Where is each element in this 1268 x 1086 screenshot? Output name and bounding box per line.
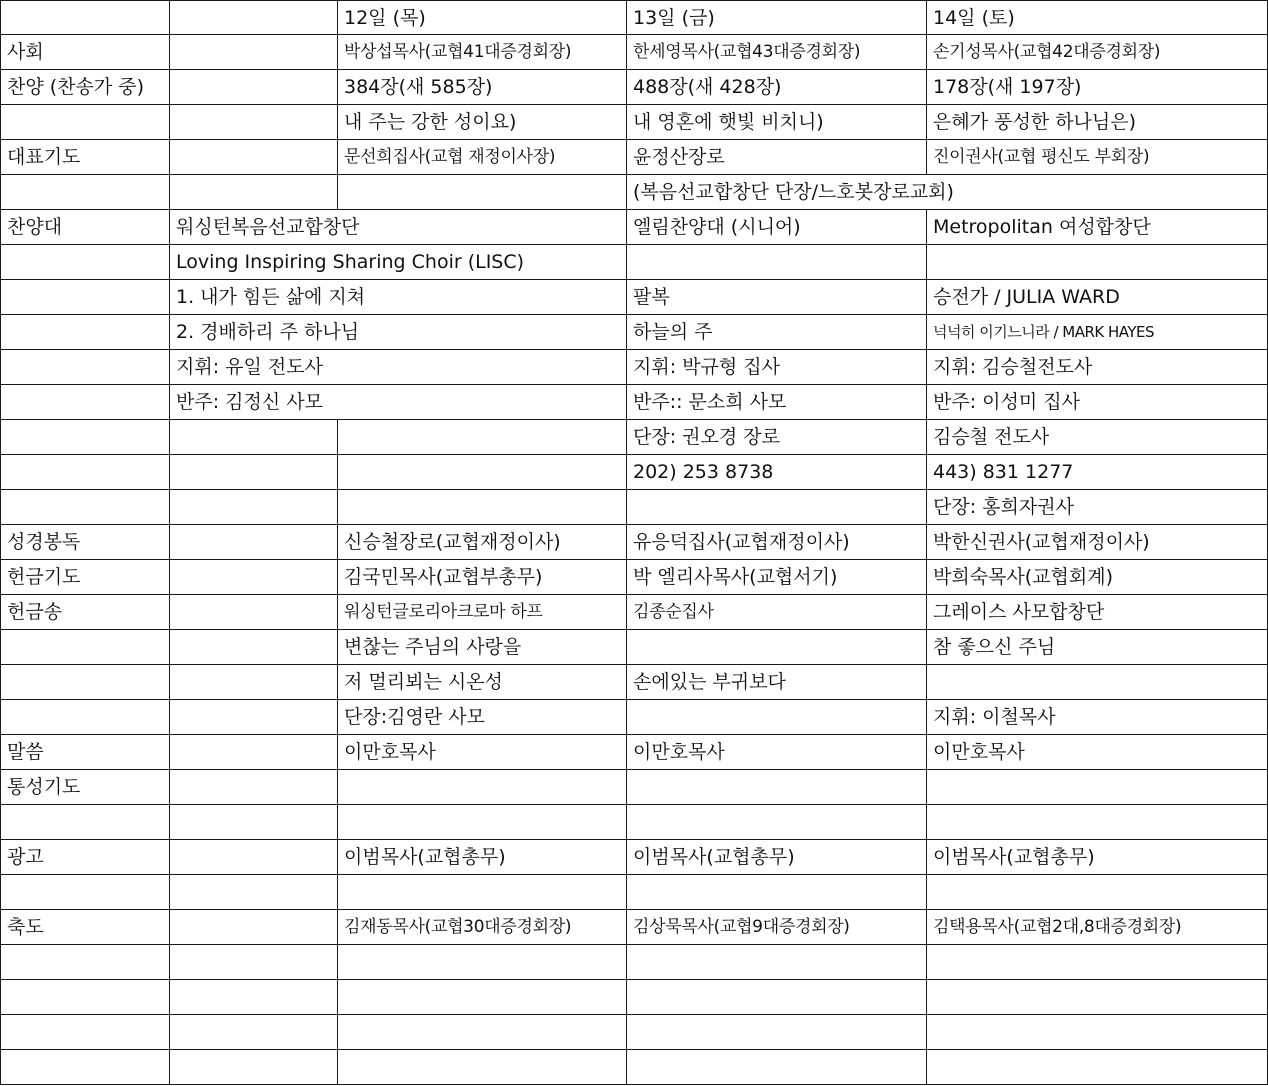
cell-day-12 — [338, 455, 627, 490]
cell-day-13: 202) 253 8738 — [627, 455, 927, 490]
cell-day-13: (복음선교합창단 단장/느호봇장로교회) — [627, 175, 927, 210]
cell-day-13: 손에있는 부귀보다 — [627, 665, 927, 700]
cell-day-13 — [627, 980, 927, 1015]
cell-day-12 — [338, 210, 627, 245]
cell-section-label: 찬양대 — [0, 210, 170, 245]
cell-choir-info — [170, 420, 338, 455]
cell-choir-info — [170, 700, 338, 735]
cell-day-12 — [338, 385, 627, 420]
cell-section-label — [0, 700, 170, 735]
cell-day-13 — [627, 1015, 927, 1050]
cell-section-label — [0, 1015, 170, 1050]
cell-day-12 — [338, 875, 627, 910]
cell-day-12 — [338, 315, 627, 350]
cell-day-12 — [338, 770, 627, 805]
cell-day-14: 김승철 전도사 — [927, 420, 1268, 455]
cell-choir-info: 반주: 김정신 사모 — [170, 385, 338, 420]
cell-choir-info — [170, 595, 338, 630]
cell-day-13 — [627, 875, 927, 910]
cell-day-13: 내 영혼에 햇빛 비치니) — [627, 105, 927, 140]
cell-choir-info — [170, 140, 338, 175]
header-cell-day-14: 14일 (토) — [927, 0, 1268, 35]
cell-section-label: 찬양 (찬송가 중) — [0, 70, 170, 105]
cell-choir-info — [170, 525, 338, 560]
cell-section-label — [0, 455, 170, 490]
cell-choir-info — [170, 1050, 338, 1085]
cell-day-14 — [927, 875, 1268, 910]
cell-section-label — [0, 665, 170, 700]
cell-choir-info — [170, 70, 338, 105]
cell-day-13: 488장(새 428장) — [627, 70, 927, 105]
cell-section-label — [0, 175, 170, 210]
cell-choir-info — [170, 910, 338, 945]
cell-day-13: 팔복 — [627, 280, 927, 315]
header-cell-choir-info — [170, 0, 338, 35]
cell-day-12: 저 멀리뵈는 시온성 — [338, 665, 627, 700]
cell-section-label — [0, 315, 170, 350]
cell-day-14 — [927, 1050, 1268, 1085]
header-cell-day-12: 12일 (목) — [338, 0, 627, 35]
cell-day-13: 유응덕집사(교협재정이사) — [627, 525, 927, 560]
cell-day-13: 하늘의 주 — [627, 315, 927, 350]
cell-day-13: 지휘: 박규형 집사 — [627, 350, 927, 385]
cell-day-13 — [627, 630, 927, 665]
cell-choir-info — [170, 455, 338, 490]
header-cell-section-label — [0, 0, 170, 35]
cell-day-13 — [627, 805, 927, 840]
cell-day-13: 박 엘리사목사(교협서기) — [627, 560, 927, 595]
cell-choir-info — [170, 840, 338, 875]
cell-day-13: 반주:: 문소희 사모 — [627, 385, 927, 420]
cell-day-12: 변찮는 주님의 사랑을 — [338, 630, 627, 665]
cell-section-label — [0, 630, 170, 665]
cell-day-12: 김재동목사(교협30대증경회장) — [338, 910, 627, 945]
cell-day-14 — [927, 665, 1268, 700]
cell-day-13: 이범목사(교협총무) — [627, 840, 927, 875]
cell-choir-info: 1. 내가 힘든 삶에 지쳐 — [170, 280, 338, 315]
cell-section-label: 축도 — [0, 910, 170, 945]
cell-section-label — [0, 280, 170, 315]
cell-day-14: 김택용목사(교협2대,8대증경회장) — [927, 910, 1268, 945]
cell-day-12: 박상섭목사(교협41대증경회장) — [338, 35, 627, 70]
cell-day-12: 이범목사(교협총무) — [338, 840, 627, 875]
cell-choir-info — [170, 805, 338, 840]
cell-day-14: 손기성목사(교협42대증경회장) — [927, 35, 1268, 70]
cell-day-14: 443) 831 1277 — [927, 455, 1268, 490]
cell-day-14: 이범목사(교협총무) — [927, 840, 1268, 875]
cell-section-label: 말씀 — [0, 735, 170, 770]
cell-choir-info — [170, 560, 338, 595]
cell-choir-info — [170, 665, 338, 700]
cell-day-14: 178장(새 197장) — [927, 70, 1268, 105]
cell-day-13: 엘림찬양대 (시니어) — [627, 210, 927, 245]
cell-section-label — [0, 945, 170, 980]
cell-choir-info: 워싱턴복음선교합창단 — [170, 210, 338, 245]
cell-day-12 — [338, 1015, 627, 1050]
cell-day-12 — [338, 945, 627, 980]
cell-day-13: 이만호목사 — [627, 735, 927, 770]
cell-section-label — [0, 385, 170, 420]
cell-day-12: 내 주는 강한 성이요) — [338, 105, 627, 140]
cell-section-label: 성경봉독 — [0, 525, 170, 560]
cell-choir-info — [170, 490, 338, 525]
cell-day-14: 참 좋으신 주님 — [927, 630, 1268, 665]
cell-day-13 — [627, 490, 927, 525]
cell-day-12 — [338, 175, 627, 210]
cell-choir-info: 지휘: 유일 전도사 — [170, 350, 338, 385]
cell-section-label — [0, 875, 170, 910]
cell-day-14: 그레이스 사모합창단 — [927, 595, 1268, 630]
cell-section-label — [0, 1050, 170, 1085]
cell-day-12 — [338, 980, 627, 1015]
cell-day-14: 반주: 이성미 집사 — [927, 385, 1268, 420]
cell-day-14: 은혜가 풍성한 하나님은) — [927, 105, 1268, 140]
cell-choir-info — [170, 875, 338, 910]
cell-day-14 — [927, 980, 1268, 1015]
cell-section-label — [0, 350, 170, 385]
cell-day-14: 박희숙목사(교협회계) — [927, 560, 1268, 595]
cell-day-13: 윤정산장로 — [627, 140, 927, 175]
cell-section-label — [0, 245, 170, 280]
cell-day-14: 승전가 / JULIA WARD — [927, 280, 1268, 315]
cell-day-13 — [627, 770, 927, 805]
cell-day-12 — [338, 805, 627, 840]
cell-day-14: 넉넉히 이기느니라 / MARK HAYES — [927, 315, 1268, 350]
cell-day-14 — [927, 805, 1268, 840]
cell-day-13 — [627, 945, 927, 980]
cell-section-label: 대표기도 — [0, 140, 170, 175]
cell-day-13 — [627, 1050, 927, 1085]
cell-day-14 — [927, 945, 1268, 980]
cell-choir-info — [170, 175, 338, 210]
cell-day-14: 단장: 홍희자권사 — [927, 490, 1268, 525]
cell-section-label — [0, 420, 170, 455]
cell-day-13: 한세영목사(교협43대증경회장) — [627, 35, 927, 70]
cell-choir-info — [170, 105, 338, 140]
cell-choir-info — [170, 630, 338, 665]
cell-section-label: 광고 — [0, 840, 170, 875]
cell-day-12: 이만호목사 — [338, 735, 627, 770]
cell-day-12: 문선희집사(교협 재정이사장) — [338, 140, 627, 175]
cell-section-label: 통성기도 — [0, 770, 170, 805]
cell-day-13: 단장: 권오경 장로 — [627, 420, 927, 455]
cell-day-14: 박한신권사(교협재정이사) — [927, 525, 1268, 560]
cell-day-12 — [338, 490, 627, 525]
cell-choir-info — [170, 980, 338, 1015]
cell-day-13 — [627, 700, 927, 735]
cell-day-12 — [338, 280, 627, 315]
cell-section-label — [0, 805, 170, 840]
cell-day-12: 384장(새 585장) — [338, 70, 627, 105]
cell-day-12 — [338, 350, 627, 385]
cell-choir-info — [170, 945, 338, 980]
cell-day-14 — [927, 1015, 1268, 1050]
cell-day-14 — [927, 245, 1268, 280]
cell-day-12: 김국민목사(교협부총무) — [338, 560, 627, 595]
cell-day-14: Metropolitan 여성합창단 — [927, 210, 1268, 245]
cell-section-label: 헌금기도 — [0, 560, 170, 595]
cell-day-12 — [338, 420, 627, 455]
cell-day-14: 이만호목사 — [927, 735, 1268, 770]
cell-section-label — [0, 490, 170, 525]
cell-day-14 — [927, 770, 1268, 805]
cell-choir-info: Loving Inspiring Sharing Choir (LISC) — [170, 245, 338, 280]
cell-choir-info: 2. 경배하리 주 하나님 — [170, 315, 338, 350]
cell-day-13 — [627, 245, 927, 280]
cell-day-14: 지휘: 김승철전도사 — [927, 350, 1268, 385]
cell-choir-info — [170, 35, 338, 70]
cell-day-14: 진이권사(교협 평신도 부회장) — [927, 140, 1268, 175]
cell-day-12: 단장:김영란 사모 — [338, 700, 627, 735]
cell-day-13: 김종순집사 — [627, 595, 927, 630]
cell-choir-info — [170, 735, 338, 770]
cell-section-label: 사회 — [0, 35, 170, 70]
cell-section-label: 헌금송 — [0, 595, 170, 630]
cell-choir-info — [170, 770, 338, 805]
cell-section-label — [0, 980, 170, 1015]
cell-section-label — [0, 105, 170, 140]
cell-day-12: 워싱턴글로리아크로마 하프 — [338, 595, 627, 630]
cell-choir-info — [170, 1015, 338, 1050]
cell-day-14 — [927, 175, 1268, 210]
header-cell-day-13: 13일 (금) — [627, 0, 927, 35]
cell-day-14: 지휘: 이철목사 — [927, 700, 1268, 735]
cell-day-13: 김상묵목사(교협9대증경회장) — [627, 910, 927, 945]
cell-day-12: 신승철장로(교협재정이사) — [338, 525, 627, 560]
cell-day-12 — [338, 1050, 627, 1085]
